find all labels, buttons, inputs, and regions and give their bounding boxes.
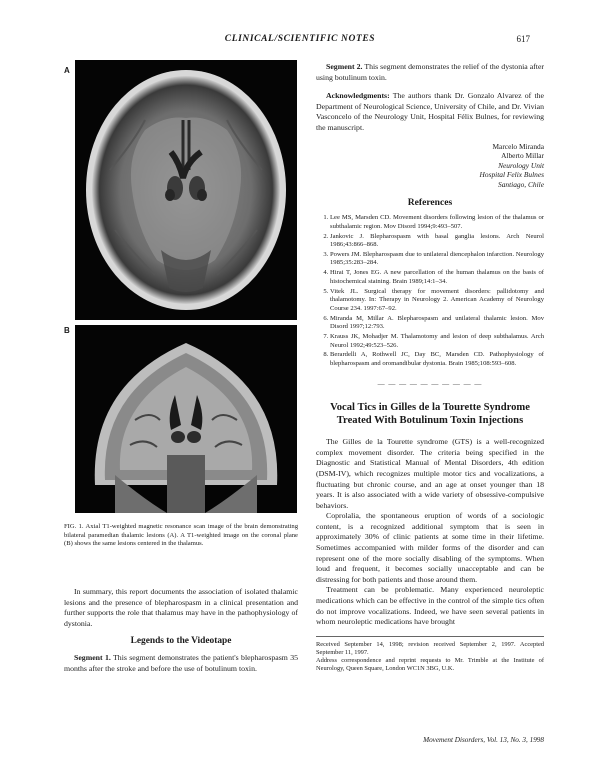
panel-a-label: A — [64, 66, 70, 75]
figure-caption — [64, 523, 298, 549]
footnote-address: Address correspondence and reprint requests to Mr. Trimble at the Institute of Neurology, Queen Square, London WC1N 3BG, U.K. — [316, 657, 544, 673]
segment-1-label: Segment 1. — [74, 652, 111, 662]
reference-item: 3. Powers JM. Blepharospasm due to unilateral diencephalon infarction. Neurology 1985;35:283–284. — [330, 251, 544, 268]
article-title-line-2: Treated With Botulinum Toxin Injections — [336, 415, 524, 427]
left-column-body — [64, 587, 298, 674]
journal-footer: Movement Disorders, Vol. 13, No. 3, 1998 — [423, 736, 544, 744]
footnote-divider — [316, 636, 544, 637]
summary-paragraph: In summary, this report documents the association of isolated thalamic lesions and the presence of blepharospasm in a clinical presentation and further supports the role that thalamus may have in the pathophysiology of dystonia. — [64, 587, 298, 628]
page-number: 617 — [516, 34, 530, 44]
reference-item: 5. Vitek JL. Surgical therapy for movement disorders: pallidotomy and thalamotomy. In: Therapy in Neurology 2. American Academy of Neurology Course 234. 1997:67–92. — [330, 288, 544, 314]
article-paragraph-1: The Gilles de la Tourette syndrome (GTS) is a well-recognized complex movement disorder. The criteria being specified in the Diagnostic and Statistical Manual of Mental Disorders, 4th edition (DSM-IV), which recognizes multiple motor tics and vocalizations, a fluctuating but chronic course, and an age at onset younger than 18 years. It is also associated with a wide variety of obsessive-compulsive behaviors. — [316, 437, 544, 510]
article-title-line-1: Vocal Tics in Gilles de la Tourette Syndrome — [330, 402, 530, 414]
author-hospital: Hospital Felix Bulnes — [479, 170, 544, 180]
author-city: Santiago, Chile — [498, 179, 544, 189]
segment-2-text: This segment demonstrates the relief of the dystonia after using botulinum toxin. — [316, 62, 544, 82]
mri-coronal-image — [75, 325, 297, 513]
reference-item: 1. Lee MS, Marsden CD. Movement disorders following lesion of the thalamus or subthalamic region. Mov Disord 1994;9:493–507. — [330, 214, 544, 231]
footnote-received: Received September 14, 1998; revision received September 2, 1997. Accepted September 11, 1997. — [316, 640, 544, 657]
section-separator: — — — — — — — — — — — [377, 379, 483, 388]
acknowledgments-text: The authors thank Dr. Gonzalo Alvarez of the Department of Neurological Science, University of Chile, and Dr. Vivian Vasconcelo of the Neurology Unit, Hospital Félix Bulnes, for reviewing the manuscript. — [316, 91, 544, 132]
reference-item: 7. Krauss JK, Mohadjer M. Thalamotomy and lesion of deep subthalamus. Arch Neurol 1992;49:523–526. — [330, 333, 544, 350]
article-title — [316, 401, 544, 427]
segment-2-paragraph — [316, 62, 544, 83]
author-unit: Neurology Unit — [498, 160, 544, 170]
reference-item: 4. Hirai T, Jones EG. A new parcellation of the human thalamus on the basis of histochemical staining. Brain 1989;14:1–34. — [330, 269, 544, 286]
author-name-2: Alberto Millar — [501, 151, 544, 161]
panel-b-label: B — [64, 326, 70, 335]
references-list — [316, 214, 544, 368]
segment-1-paragraph — [64, 653, 298, 674]
article-paragraph-3: Treatment can be problematic. Many experienced neuroleptic medications which can be effective in the control of the simple tics often do not improve vocalizations. Indeed, we have seen several patients in whom neuroleptic medications have brought — [316, 585, 544, 627]
mri-axial-image — [75, 60, 297, 320]
author-name-1: Marcelo Miranda — [492, 141, 544, 151]
reference-item: 2. Jankovic J. Blepharospasm with basal ganglia lesions. Arch Neurol 1986;43:866–868. — [330, 233, 544, 250]
article-paragraph-2: Coprolalia, the spontaneous eruption of words of a sociologic content, is a recognized additional symptom that is seen in approximately 30% of clinic patients at some time in their lifetime. Sometimes accompanied with milder forms of the disorder and can represent one of the more socially disabling of the symptoms. When loud and frequent, it becomes socially unacceptable and can be distressing for both patients and those around them. — [316, 511, 544, 584]
references-heading: References — [407, 196, 453, 208]
journal-section-title: CLINICAL/SCIENTIFIC NOTES — [224, 34, 376, 44]
figure-caption-text: FIG. 1. Axial T1-weighted magnetic resonance scan image of the brain demonstrating bilateral paramedian thalamic lesions (A). A T1-weighted image on the coronal plane (B) shows the same lesions centered in the thalamus. — [64, 523, 298, 548]
legends-heading: Legends to the Videotape — [130, 636, 232, 647]
running-header — [0, 34, 600, 48]
reference-item: 6. Miranda M, Millar A. Blepharospasm and unilateral thalamic lesion. Mov Disord 1997;12:793. — [330, 315, 544, 332]
acknowledgments-label: Acknowledgments: — [326, 91, 390, 101]
right-column — [316, 62, 544, 674]
reference-item: 8. Berardelli A, Rothwell JC, Day BC, Marsden CD. Pathophysiology of blepharospasm and oromandibular dystonia. Brain 1985;108:593–608. — [330, 351, 544, 368]
author-signature — [316, 142, 544, 190]
segment-1-text: This segment demonstrates the patient's blepharospasm 35 months after the stroke and before the use of botulinum toxin. — [64, 652, 298, 673]
acknowledgments-paragraph — [316, 91, 544, 133]
segment-2-label: Segment 2. — [326, 62, 363, 71]
